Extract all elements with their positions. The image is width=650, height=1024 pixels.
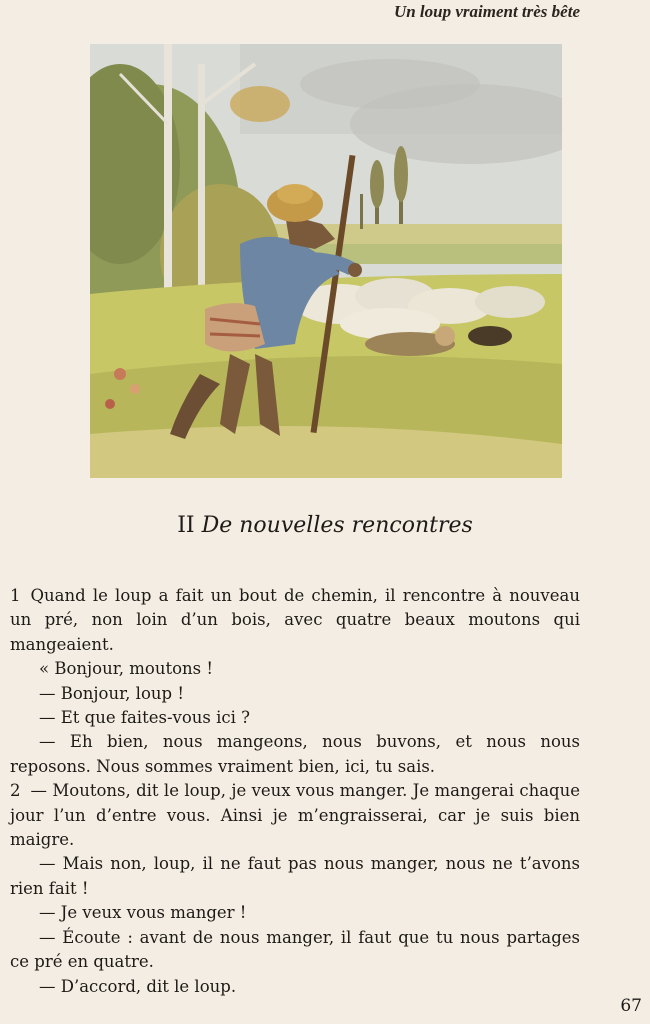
paragraph-text: « Bonjour, moutons ! [39,659,214,679]
chapter-title: De nouvelles rencontres [201,513,473,538]
chapter-heading [0,512,650,540]
chapter-number: II [177,513,195,538]
paragraph [10,926,580,975]
page-number: 67 [620,996,642,1016]
paragraph-text: — Et que faites-vous ici ? [39,708,251,728]
paragraph [10,852,580,901]
paragraph [10,706,580,730]
paragraph [10,901,580,925]
paragraph [10,682,580,706]
paragraph-text: — Eh bien, nous mangeons, nous buvons, et nous nous reposons. Nous sommes vraiment bien, ici, tu sais. [10,732,580,776]
paragraph [10,779,580,852]
paragraph-text: — D’accord, dit le loup. [39,976,237,996]
running-title: Un loup vraiment très bête [393,2,580,21]
wolf-shepherd-illustration [90,44,562,478]
paragraph-text: — Je veux vous manger ! [39,903,247,923]
paragraph [10,584,580,657]
paragraph [10,657,580,681]
paragraph-text: — Bonjour, loup ! [39,683,184,703]
paragraph [10,730,580,779]
paragraph [10,975,580,999]
paragraph-text: — Mais non, loup, il ne faut pas nous manger, nous ne t’avons rien fait ! [10,854,580,898]
story-text [10,584,580,999]
section-number: 2 [10,781,21,801]
paragraph-text: — Écoute : avant de nous manger, il faut que tu nous partages ce pré en quatre. [10,927,580,972]
paragraph-text: Quand le loup a fait un bout de chemin, il rencontre à nouveau un pré, non loin d’un bois, avec quatre beaux moutons qui mangeaient. [10,586,580,654]
paragraph-text: — Moutons, dit le loup, je veux vous manger. Je mangerai chaque jour l’un d’entre vous. Ainsi je m’engraisserai, car je suis bien maigre. [10,781,580,850]
section-number: 1 [10,586,21,605]
